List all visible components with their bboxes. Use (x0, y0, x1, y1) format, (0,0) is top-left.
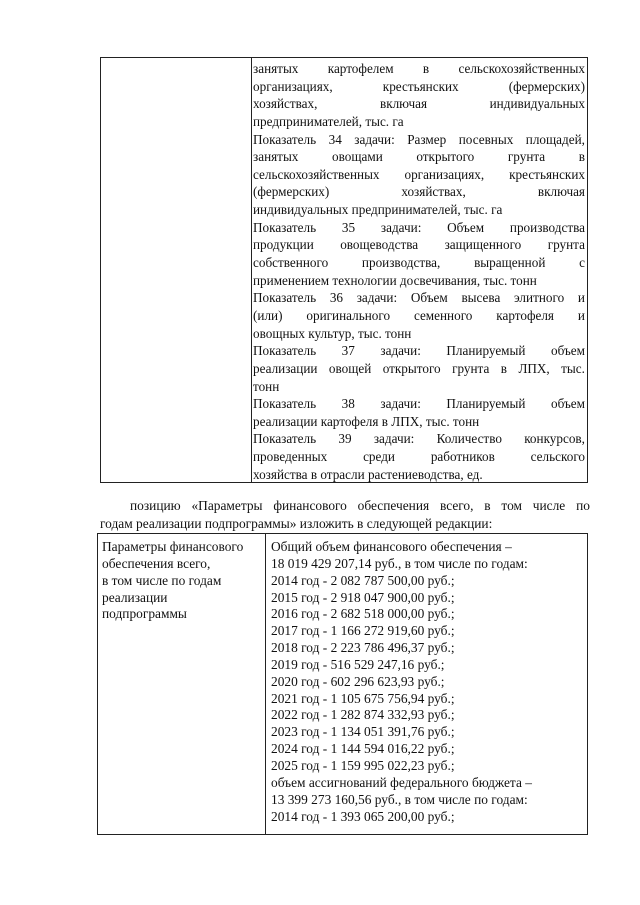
financing-year-line: 2018 год - 2 223 786 496,37 руб.; (271, 640, 455, 656)
financing-year-line: 2017 год - 1 166 272 919,60 руб.; (271, 623, 455, 639)
indicator-36-line: овощных культур, тыс. тонн (253, 325, 412, 341)
table-column-divider (265, 534, 266, 834)
financing-year-line: 2016 год - 2 682 518 000,00 руб.; (271, 606, 455, 622)
federal-budget-line: 13 399 273 160,56 руб., в том числе по годам: (271, 791, 528, 807)
financing-year-line: 2024 год - 1 144 594 016,22 руб.; (271, 741, 455, 757)
financing-year-line: 2015 год - 2 918 047 900,00 руб.; (271, 589, 455, 605)
indicator-36-line: Показатель 36 задачи: Объем высева элитного и (253, 290, 585, 306)
indicator-37-line: реализации овощей открытого грунта в ЛПХ, тыс. (253, 360, 585, 376)
indicator-39-line: хозяйства в отрасли растениеводства, ед. (253, 466, 483, 482)
financing-year-line: 2021 год - 1 105 675 756,94 руб.; (271, 690, 455, 706)
parameter-label-line: в том числе по годам (102, 572, 222, 588)
paragraph-line: позицию «Параметры финансового обеспечения всего, в том числе по (130, 498, 590, 513)
parameter-label-line: обеспечения всего, (102, 555, 211, 571)
indicator-39-line: Показатель 39 задачи: Количество конкурсов, (253, 431, 585, 447)
financing-table (97, 533, 588, 835)
amendment-paragraph (100, 497, 590, 532)
indicator-34-line: (фермерских) хозяйствах, включая (253, 184, 585, 200)
financing-year-line: 2023 год - 1 134 051 391,76 руб.; (271, 724, 455, 740)
parameter-label-line: реализации (102, 589, 168, 605)
financing-total-line: 18 019 429 207,14 руб., в том числе по годам: (271, 555, 528, 571)
financing-year-line: 2022 год - 1 282 874 332,93 руб.; (271, 707, 455, 723)
financing-year-line: 2014 год - 2 082 787 500,00 руб.; (271, 572, 455, 588)
parameter-label-line: подпрограммы (102, 606, 187, 622)
table-column-divider (251, 58, 252, 482)
indicator-37-line: Показатель 37 задачи: Планируемый объем (253, 343, 585, 359)
indicator-38-line: реализации картофеля в ЛПХ, тыс. тонн (253, 413, 480, 429)
financing-parameter-label-cell (102, 539, 264, 623)
indicator-35-line: собственного производства, выращенной с (253, 255, 585, 271)
indicator-39-line: проведенных среди работников сельского (253, 449, 585, 465)
indicator-text-line: организациях, крестьянских (фермерских) (253, 78, 585, 94)
indicator-36-line: (или) оригинального семенного картофеля и (253, 307, 585, 323)
financing-year-line: 2025 год - 1 159 995 022,23 руб.; (271, 757, 455, 773)
financing-year-line: 2020 год - 602 296 623,93 руб.; (271, 673, 445, 689)
federal-budget-year-line: 2014 год - 1 393 065 200,00 руб.; (271, 808, 455, 824)
parameter-label-line: Параметры финансового (102, 539, 244, 554)
indicator-text-line: предпринимателей, тыс. га (253, 113, 404, 129)
indicators-cell (253, 60, 585, 483)
indicator-38-line: Показатель 38 задачи: Планируемый объем (253, 396, 585, 412)
indicator-text-line: хозяйствах, включая индивидуальных (253, 96, 585, 112)
paragraph-line: годам реализации подпрограммы» изложить в следующей редакции: (100, 515, 493, 531)
indicator-34-line: Показатель 34 задачи: Размер посевных площадей, (253, 131, 585, 147)
financing-total-line: Общий объем финансового обеспечения – (271, 539, 512, 554)
indicator-text-line: занятых картофелем в сельскохозяйственных (253, 61, 585, 76)
indicator-35-line: применением технологии досвечивания, тыс. тонн (253, 272, 537, 288)
federal-budget-line: объем ассигнований федерального бюджета – (271, 774, 532, 790)
indicator-35-line: Показатель 35 задачи: Объем производства (253, 219, 585, 235)
indicator-35-line: продукции овощеводства защищенного грунта (253, 237, 585, 253)
financing-values-cell (271, 539, 583, 825)
indicator-34-line: занятых овощами открытого грунта в (253, 149, 585, 165)
financing-year-line: 2019 год - 516 529 247,16 руб.; (271, 656, 445, 672)
indicator-34-line: индивидуальных предпринимателей, тыс. га (253, 202, 503, 218)
indicator-34-line: сельскохозяйственных организациях, крестьянских (253, 166, 585, 182)
indicators-table (100, 57, 588, 483)
indicator-37-line: тонн (253, 378, 280, 394)
